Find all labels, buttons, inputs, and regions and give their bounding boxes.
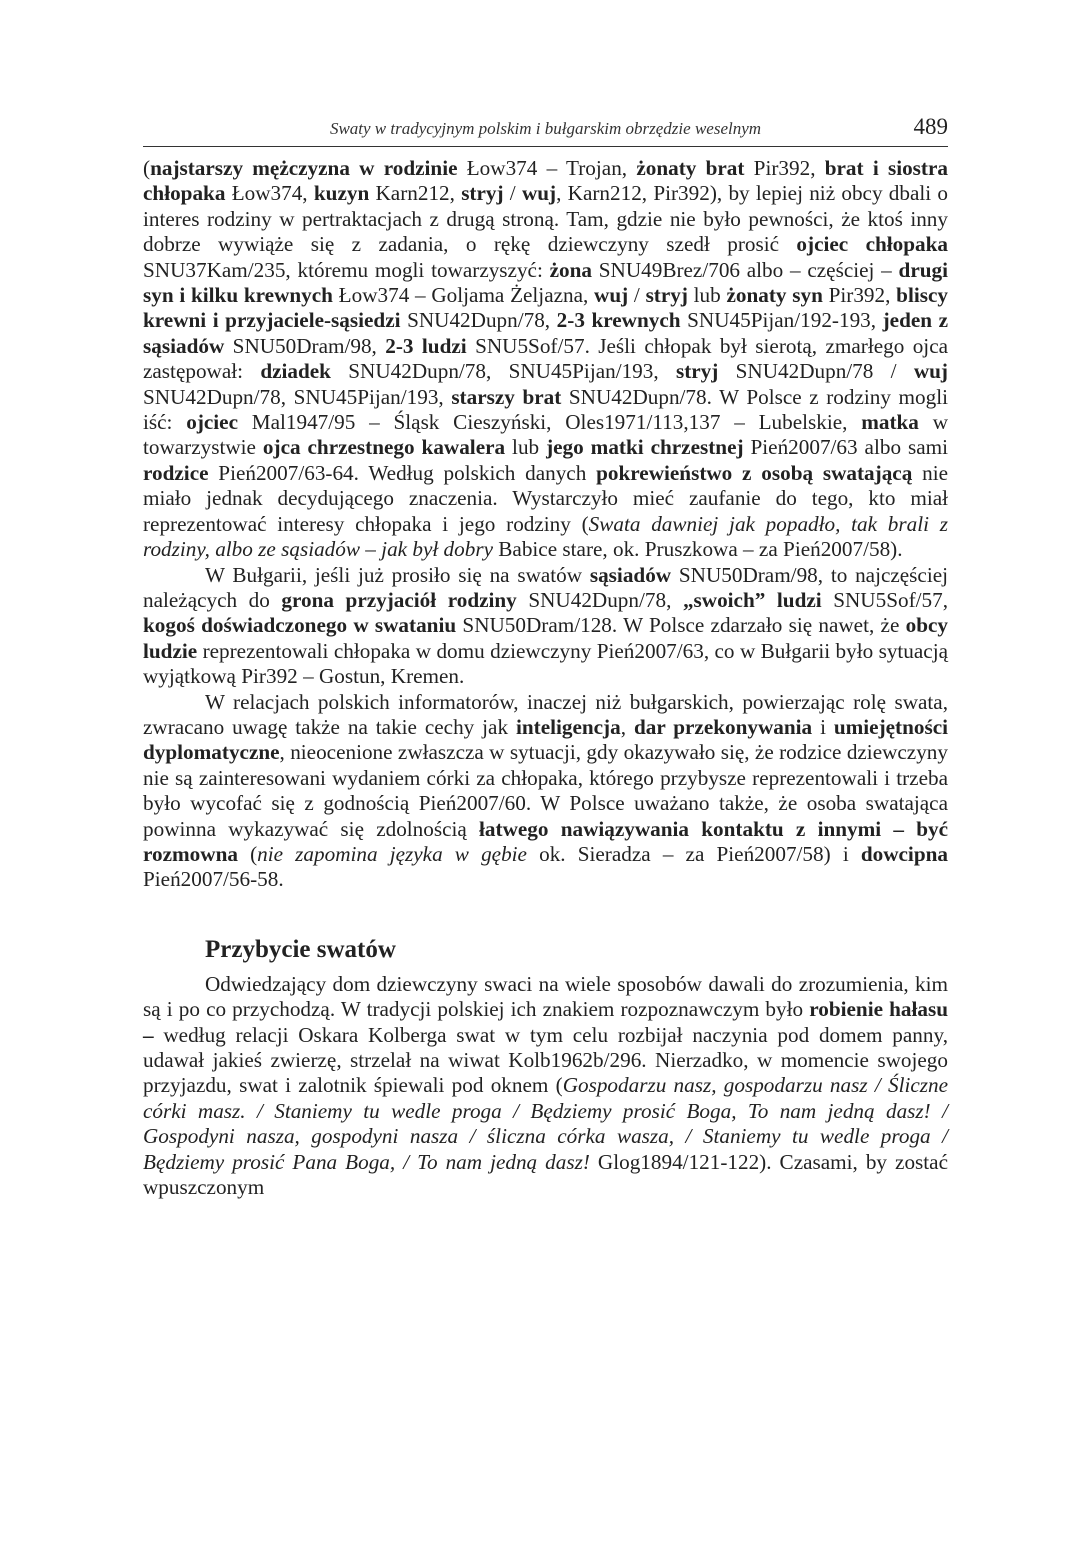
text-run: Pień2007/63 albo sami [743,435,948,460]
text-run: ( [237,841,258,866]
bold-term: dowcipna [860,841,948,866]
bold-term: łatwego nawiązywania kontaktu z innymi – być rozmowna [143,816,948,866]
bold-term: kuzyn [313,181,370,206]
bold-term: żonaty syn [726,283,823,308]
bold-term: ojciec [186,410,238,435]
running-header [143,114,948,147]
text-run: Glog1894/121-122). Czasami, by zostać wpuszczonym [143,1149,948,1200]
bold-term: kogoś doświadczonego w swataniu [143,613,457,638]
text-run: / [503,181,522,206]
bold-term: wuj [594,283,629,308]
section-paragraphs [143,972,948,1201]
bold-term: robienie hałasu – [143,997,948,1047]
bold-term: drugi syn i kilku krewnych [143,257,948,308]
text-run: SNU49Brez/706 albo – częściej – [592,257,899,282]
bold-term: 2-3 ludzi [385,333,467,358]
text-run: ( [143,156,151,180]
bold-term: wuj [521,181,557,206]
text-run: Mal1947/95 – Śląsk Cieszyński, Oles1971/113,137 – Lubelskie, [237,410,862,435]
text-run: W Bułgarii, jeśli już prosiło się na swatów [205,562,590,587]
bold-term: ojca chrzestnego kawalera [262,435,506,460]
text-run: SNU37Kam/235, któremu mogli towarzyszyć: [143,257,550,282]
bold-term: brat i siostra chłopaka [143,156,948,206]
text-run: SNU42Dupn/78, SNU45Pijan/193, [330,359,676,384]
section-heading: Przybycie swatów [205,935,396,963]
text-run: Pień2007/63-64. Według polskich danych [208,460,597,485]
paragraph [143,972,948,1201]
bold-term: inteligencja [515,714,621,739]
bold-term: jego matki chrzestnej [546,435,744,460]
italic-quote: Gospodarzu nasz, gospodarzu nasz / Śliczne córki masz. / Staniemy tu wedle proga / Będziemy prosić Boga, To nam jedną dasz! / Gospodyni nasza, gospodyni nasza / śliczna córka wasza, / Staniemy tu wedle proga / Będziemy prosić Pana Boga, / To nam jedną dasz! [143,1073,948,1174]
italic-quote: Swata dawniej jak popadło, tak brali z rodziny, albo ze sąsiadów – jak był dobry [143,511,948,562]
paragraphs-container [143,156,948,893]
text-run: Odwiedzający dom dziewczyny swaci na wiele sposobów dawali do zrozumienia, kim są i po co przychodzą. W tradycji polskiej ich znakiem rozpoznawczym było [143,971,948,1022]
text-run: nie miało jednak decydującego znaczenia. Wystarczyło mieć zaufanie do tego, kto miał reprezentować interesy chłopaka i jego rodziny ( [143,460,948,536]
bold-term: umiejętności dyplomatyczne [143,714,949,765]
text-run: Pir392, [744,156,825,180]
text-run: W relacjach polskich informatorów, inaczej niż bułgarskich, powierzając rolę swata, zwracano uwagę także na takie cechy jak [143,689,948,739]
bold-term: stryj [675,359,719,384]
bold-term: jeden z sąsiadów [143,308,949,358]
text-run: SNU42Dupn/78, [516,587,683,612]
text-run: , Karn212, Pir392), by lepiej niż obcy dbali o interes rodziny w pertraktacjach z drugą stroną. Tam, gdzie nie było pewności, że ktoś inny dobrze wywiąże się z zadania, o rękę dziewczyny szedł prosić [143,181,949,257]
bold-term: matka [861,410,919,435]
text-run: w towarzystwie [143,410,948,460]
text-run: Łow374 – Goljama Żeljazna, [332,283,595,308]
text-run: Łow374 – Trojan, [457,156,637,180]
bold-term: stryj [645,283,688,308]
text-run: Łow374, [225,181,314,206]
text-run: Babice stare, ok. Pruszkowa – za Pień2007/58). [492,537,903,562]
text-run: Karn212, [369,181,462,206]
bold-term: grona przyjaciół rodziny [281,587,517,612]
text-run: reprezentowali chłopaka w domu dziewczyny Pień2007/63, co w Bułgarii było sytuacją wyjątkową Pir392 – Gostun, Kremen. [143,638,948,689]
bold-term: obcy ludzie [143,613,948,663]
paragraph [143,563,948,690]
paragraph [143,690,948,893]
text-run: SNU42Dupn/78, [400,308,557,333]
bold-term: „swoich” ludzi [682,587,822,612]
text-run: i [812,714,834,739]
bold-term: bliscy krewni i przyjaciele-sąsiedzi [143,283,948,333]
bold-term: stryj [461,181,504,206]
bold-term: najstarszy mężczyzna w rodzinie [150,156,458,180]
text-run: , [620,714,634,739]
text-run: SNU45Pijan/192-193, [680,308,883,333]
text-run: SNU42Dupn/78, SNU45Pijan/193, [143,384,452,409]
bold-term: starszy brat [451,384,562,409]
text-run: SNU50Dram/128. W Polsce zdarzało się nawet, że [456,613,906,638]
text-run: , nieocenione zwłaszcza w sytuacji, gdy okazywało się, że rodzice dziewczyny nie są zainteresowani wydaniem córki za chłopaka, którego przybysze reprezentowali i trzeba było wycofać się z godnością Pień2007/60. W Polsce uważano także, że osoba swatająca powinna wykazywać się zdolnością [143,740,948,841]
text-run: SNU42Dupn/78 / [718,359,914,384]
text-run: według relacji Oskara Kolberga swat w tym celu rozbijał naczynia pod domem panny, udawał jakieś zwierzę, strzelał na wiwat Kolb1962b/296. Nierzadko, w momencie swojego przyjazdu, swat i zalotnik śpiewali pod oknem ( [143,1022,948,1098]
bold-term: pokrewieństwo z osobą swatającą [596,460,913,485]
bold-term: wuj [913,359,948,384]
italic-quote: nie zapomina języka w gębie [257,841,527,866]
bold-term: ojciec chłopaka [796,232,948,257]
bold-term: żonaty brat [636,156,745,180]
text-run: SNU42Dupn/78. W Polsce z rodziny mogli iść: [143,384,948,435]
bold-term: dziadek [260,359,331,384]
text-run: SNU5Sof/57, [821,587,948,612]
text-run: SNU50Dram/98, [224,333,386,358]
text-run: SNU5Sof/57. Jeśli chłopak był sierotą, zmarłego ojca zastępował: [143,333,949,384]
text-run: Pir392, [822,283,897,308]
bold-term: sąsiadów [589,562,672,587]
text-run: lub [687,283,727,308]
text-run: lub [505,435,547,460]
bold-term: żona [549,257,592,282]
page-number: 489 [913,114,948,139]
text-run: ok. Sieradza – za Pień2007/58) i [526,841,861,866]
text-run: Pień2007/56-58. [143,867,284,892]
text-run: / [628,283,646,308]
bold-term: rodzice [143,460,209,485]
paragraph [143,156,948,563]
running-title: Swaty w tradycyjnym polskim i bułgarskim obrzędzie weselnym [329,119,762,138]
bold-term: 2-3 krewnych [556,308,681,333]
text-run: SNU50Dram/98, to najczęściej należących do [143,562,948,612]
main-text [143,156,948,1200]
bold-term: dar przekonywania [633,714,813,739]
